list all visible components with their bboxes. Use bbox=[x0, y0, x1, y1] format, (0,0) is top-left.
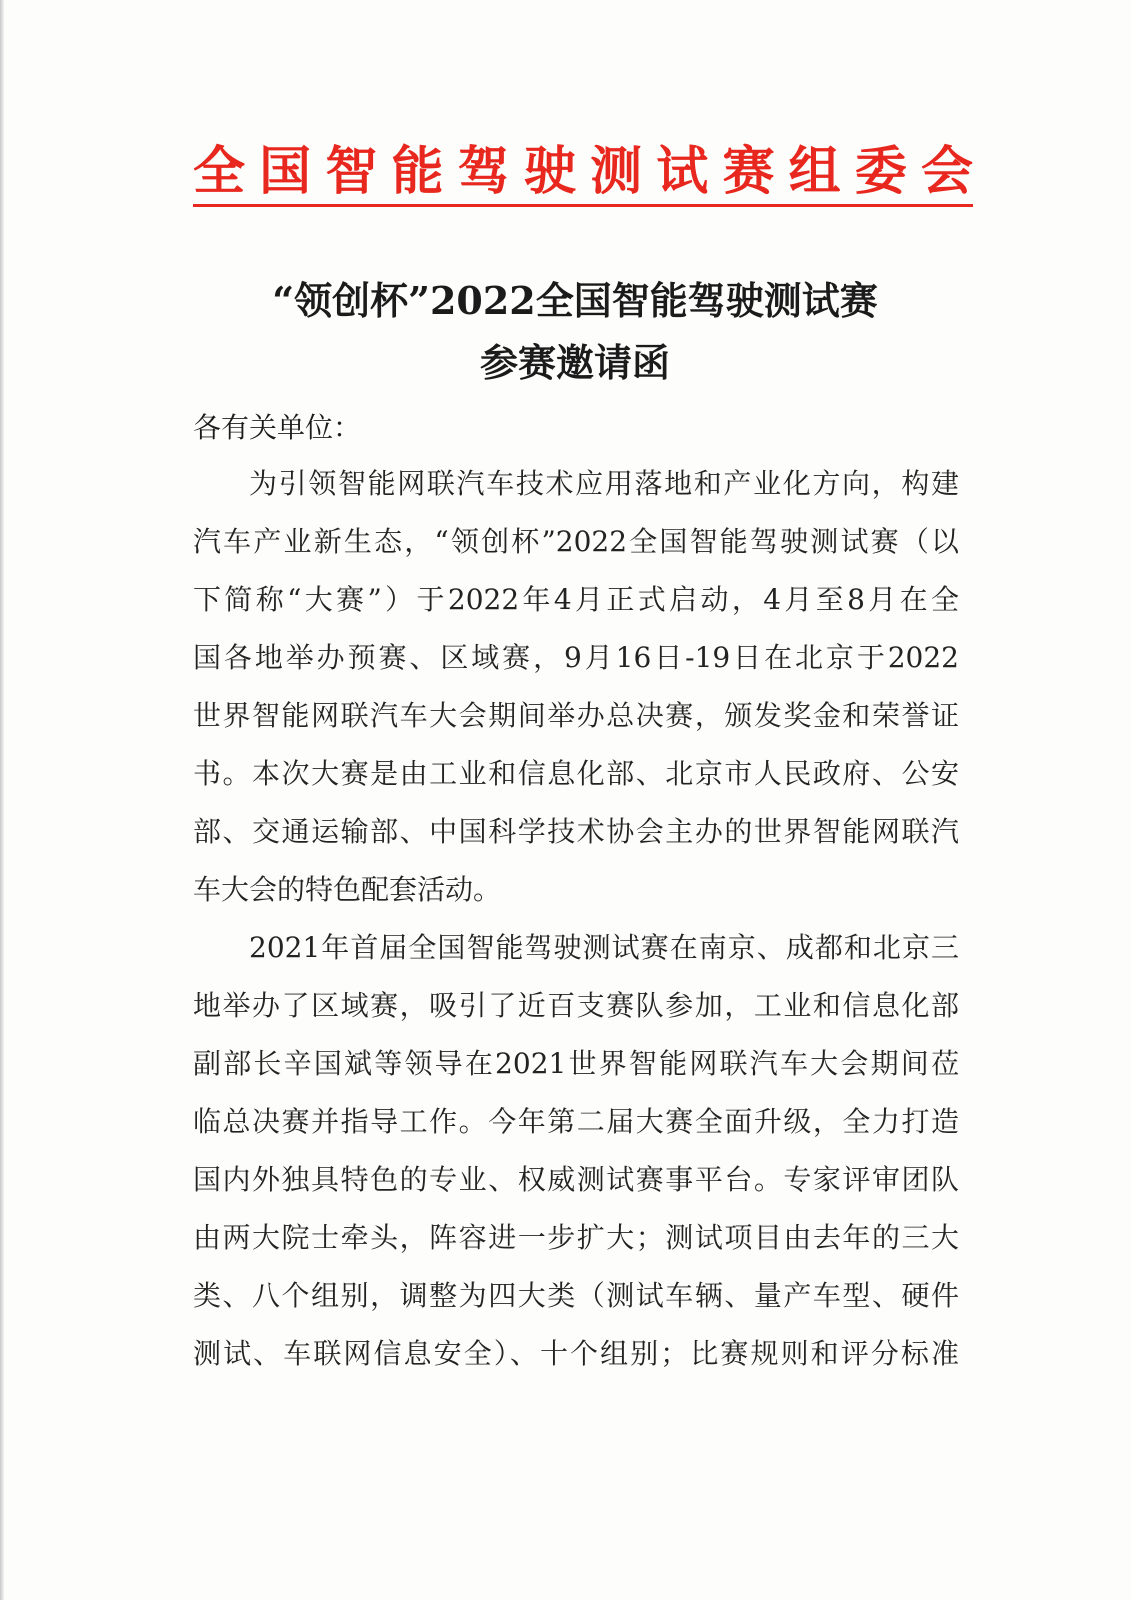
scan-edge-shadow bbox=[0, 0, 4, 1600]
body-line: 世界智能网联汽车大会期间举办总决赛，颁发奖金和荣誉证 bbox=[193, 699, 959, 732]
body-line: 国各地举办预赛、区域赛，9月16日-19日在北京于2022 bbox=[193, 641, 959, 674]
letterhead-org-name: 全国智能驾驶测试赛组委会 bbox=[193, 141, 973, 202]
body-line: 书。本次大赛是由工业和信息化部、北京市人民政府、公安 bbox=[193, 757, 959, 790]
body-line: 2021年首届全国智能驾驶测试赛在南京、成都和北京三 bbox=[249, 931, 959, 964]
body-line: 下简称“大赛”）于2022年4月正式启动，4月至8月在全 bbox=[193, 583, 959, 616]
body-line: 地举办了区域赛，吸引了近百支赛队参加，工业和信息化部 bbox=[193, 989, 959, 1022]
letterhead-red-rule bbox=[193, 204, 973, 207]
body-line: 国内外独具特色的专业、权威测试赛事平台。专家评审团队 bbox=[193, 1163, 959, 1196]
body-line: 部、交通运输部、中国科学技术协会主办的世界智能网联汽 bbox=[193, 815, 959, 848]
salutation: 各有关单位： bbox=[193, 411, 362, 444]
body-line: 副部长辛国斌等领导在2021世界智能网联汽车大会期间莅 bbox=[193, 1047, 959, 1080]
body-line: 临总决赛并指导工作。今年第二届大赛全面升级，全力打造 bbox=[193, 1105, 959, 1138]
body-line: 测试、车联网信息安全）、十个组别；比赛规则和评分标准 bbox=[193, 1337, 959, 1370]
body-line: 由两大院士牵头，阵容进一步扩大；测试项目由去年的三大 bbox=[193, 1221, 959, 1254]
document-title-line-1: “领创杯”2022全国智能驾驶测试赛 bbox=[272, 278, 878, 323]
body-line: 汽车产业新生态，“领创杯”2022全国智能驾驶测试赛（以 bbox=[193, 525, 959, 558]
body-line: 车大会的特色配套活动。 bbox=[193, 873, 502, 906]
body-line: 类、八个组别，调整为四大类（测试车辆、量产车型、硬件 bbox=[193, 1279, 959, 1312]
body-line: 为引领智能网联汽车技术应用落地和产业化方向，构建 bbox=[249, 467, 959, 500]
document-title-line-2: 参赛邀请函 bbox=[479, 340, 670, 385]
